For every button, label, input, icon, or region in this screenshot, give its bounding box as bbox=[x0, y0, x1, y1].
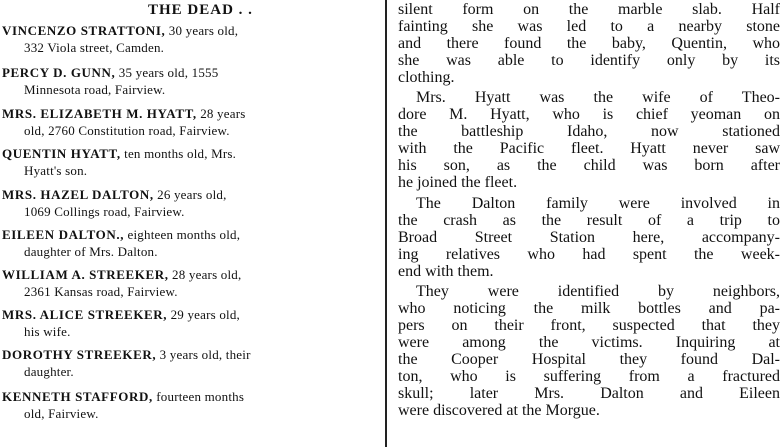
victim-detail: 332 Viola street, Camden. bbox=[24, 40, 165, 55]
victim-detail: 2361 Kansas road, Fairview. bbox=[24, 284, 178, 299]
article-line: with the Pacific fleet. Hyatt never saw bbox=[398, 140, 780, 157]
victim-detail: 1069 Collings road, Fairview. bbox=[24, 204, 185, 219]
article-line: Broad Street Station here, accompany- bbox=[398, 229, 780, 246]
victim-name: MRS. ALICE STREEKER, bbox=[2, 307, 168, 322]
list-item bbox=[0, 22, 384, 56]
death-list-column bbox=[0, 0, 384, 447]
victim-detail: his wife. bbox=[24, 324, 71, 339]
victim-age: 3 years old, their bbox=[156, 347, 251, 362]
article-line: They were identified by neighbors, bbox=[416, 283, 780, 300]
victim-name: QUENTIN HYATT, bbox=[2, 146, 121, 161]
victim-detail: old, 2760 Constitution road, Fairview. bbox=[24, 123, 230, 138]
victim-age: 28 years bbox=[196, 106, 246, 121]
article-line: ton, who is suffering from a fractured bbox=[398, 368, 780, 385]
victim-age: 29 years old, bbox=[167, 307, 240, 322]
article-line: she was able to identify only by its bbox=[398, 52, 780, 69]
article-line: and there found the baby, Quentin, who bbox=[398, 35, 780, 52]
article-line: end with them. bbox=[398, 263, 494, 280]
article-line: were discovered at the Morgue. bbox=[398, 402, 600, 419]
article-line: Mrs. Hyatt was the wife of Theo- bbox=[416, 89, 780, 106]
victim-age: 28 years old, bbox=[168, 267, 242, 282]
victim-age: 26 years old, bbox=[153, 187, 227, 202]
article-line: skull; later Mrs. Dalton and Eileen bbox=[398, 385, 780, 402]
victim-detail: Minnesota road, Fairview. bbox=[24, 82, 166, 97]
list-item bbox=[0, 346, 384, 380]
victim-name: DOROTHY STREEKER, bbox=[2, 347, 157, 362]
article-line: the Cooper Hospital they found Dal- bbox=[398, 351, 780, 368]
article-line: his son, as the child was born after bbox=[398, 157, 780, 174]
victim-age: ten months old, Mrs. bbox=[120, 146, 237, 161]
victim-name: VINCENZO STRATTONI, bbox=[2, 23, 166, 38]
victim-age: 30 years old, bbox=[165, 23, 239, 38]
article-line: fainting she was led to a nearby stone bbox=[398, 18, 780, 35]
victim-name: PERCY D. GUNN, bbox=[2, 65, 116, 80]
article-line: dore M. Hyatt, who is chief yeoman on bbox=[398, 106, 780, 123]
list-item bbox=[0, 226, 384, 260]
victim-name: KENNETH STAFFORD, bbox=[2, 389, 153, 404]
victim-age: eighteen months old, bbox=[124, 227, 241, 242]
article-line: he joined the fleet. bbox=[398, 174, 518, 191]
article-line: silent form on the marble slab. Half bbox=[398, 1, 780, 18]
article-line: were among the victims. Inquiring at bbox=[398, 334, 780, 351]
article-line: pers on their front, suspected that they bbox=[398, 317, 780, 334]
victim-detail: old, Fairview. bbox=[24, 406, 99, 421]
article-line: ing relatives who had spent the week- bbox=[398, 246, 780, 263]
victim-detail: Hyatt's son. bbox=[24, 163, 88, 178]
victim-name: MRS. HAZEL DALTON, bbox=[2, 187, 154, 202]
victim-age: 35 years old, 1555 bbox=[115, 65, 219, 80]
list-item bbox=[0, 105, 384, 139]
victim-age: fourteen months bbox=[152, 389, 245, 404]
list-item bbox=[0, 64, 384, 98]
list-item bbox=[0, 388, 384, 422]
list-item bbox=[0, 306, 384, 340]
article-line: who noticing the milk bottles and pa- bbox=[398, 300, 780, 317]
list-item bbox=[0, 186, 384, 220]
victim-name: EILEEN DALTON., bbox=[2, 227, 125, 242]
article-column bbox=[398, 0, 780, 447]
victim-name: MRS. ELIZABETH M. HYATT, bbox=[2, 106, 197, 121]
article-line: the crash as the result of a trip to bbox=[398, 212, 780, 229]
list-item bbox=[0, 145, 384, 179]
list-item bbox=[0, 266, 384, 300]
victim-detail: daughter of Mrs. Dalton. bbox=[24, 244, 158, 259]
column-divider bbox=[385, 0, 387, 447]
article-line: The Dalton family were involved in bbox=[416, 195, 780, 212]
victim-name: WILLIAM A. STREEKER, bbox=[2, 267, 169, 282]
article-line: clothing. bbox=[398, 69, 455, 86]
victim-detail: daughter. bbox=[24, 364, 74, 379]
article-line: the battleship Idaho, now stationed bbox=[398, 123, 780, 140]
list-heading: THE DEAD . . bbox=[148, 2, 253, 18]
